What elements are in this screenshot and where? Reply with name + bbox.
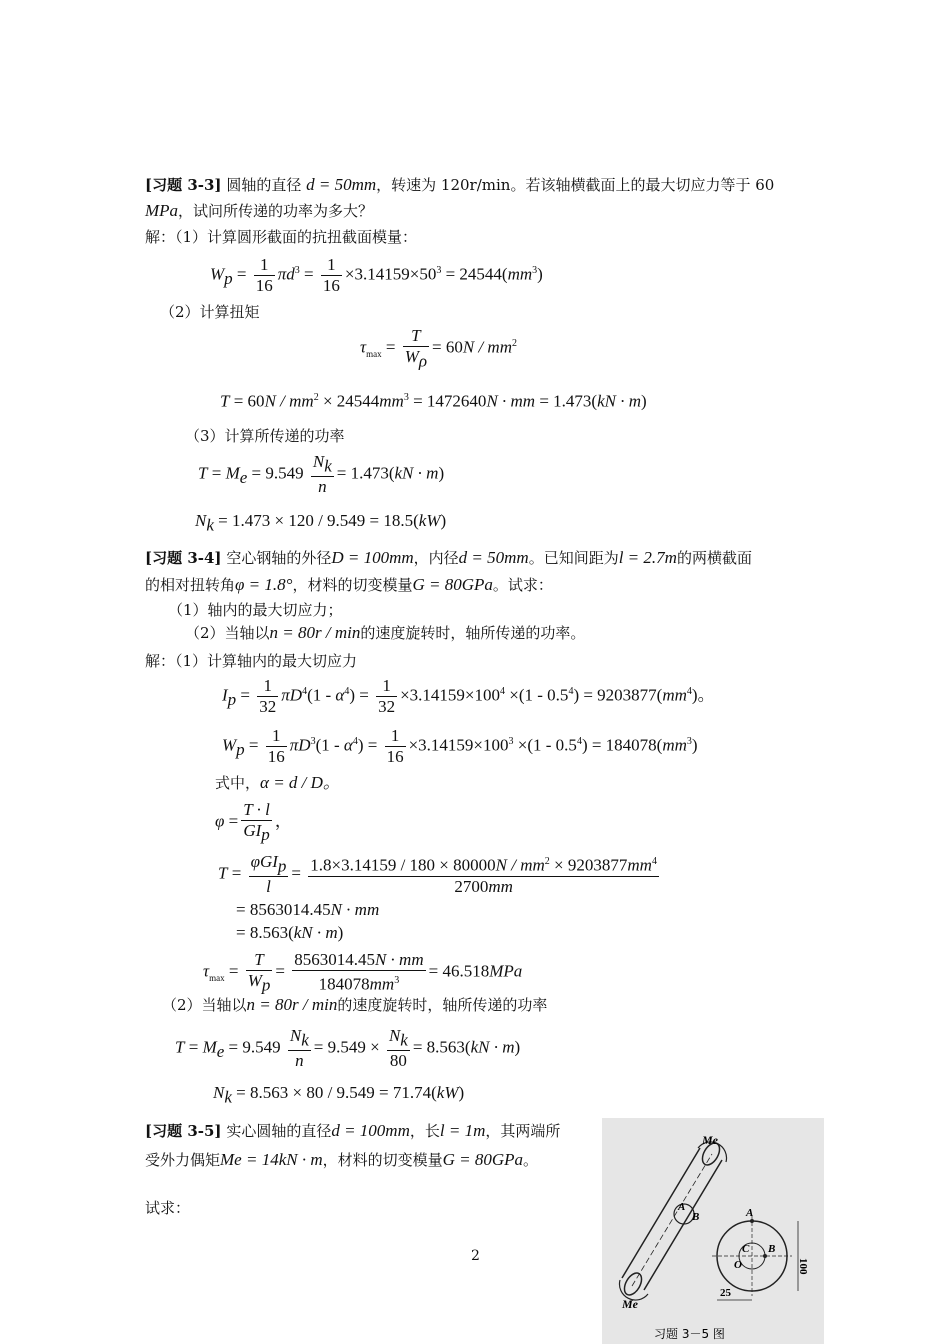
problem-3-4-line2: 的相对扭转角φ = 1.8°，材料的切变模量G = 80GPa。试求： <box>145 575 553 594</box>
equation-power-result: $N_k = 8.563 \times 80 / 9.549 = 71.74(kW)$ <box>213 1083 465 1107</box>
problem-3-5-line3: 试求： <box>145 1199 191 1217</box>
math: d = 50mm <box>306 175 377 194</box>
step-2-heading: （2）计算扭矩 <box>160 303 260 321</box>
step-2-heading: （2）当轴以n = 80r / min的速度旋转时，轴所传递的功率 <box>162 995 548 1014</box>
label-o: O <box>734 1259 742 1271</box>
text: ，试问所传递的功率为多大？ <box>178 202 374 220</box>
question-1: （1）轴内的最大切应力； <box>168 601 343 619</box>
problem-3-5-line2: 受外力偶矩Me = 14kN · m，材料的切变模量G = 80GPa。 <box>145 1150 539 1169</box>
label-me-bottom: Me <box>622 1297 638 1311</box>
label-b-section: B <box>768 1243 776 1255</box>
equation-power-torque: $T = M_e = 9.549$ $\frac{N_k}{n}$ = 9.549 × $\frac{N_k}{80}$ = 8.563(kN · m) <box>175 1026 521 1071</box>
problem-tag: [习题 3-3] <box>145 176 222 194</box>
equation-torque-result-1: = 8563014.45N · mm <box>236 900 380 919</box>
equation-wp: $W_p$ = $\frac{1}{16}$ $\pi D^3(1 - \alpha^4)$ = $\frac{1}{16}$ $\times 3.14159\times 100^3 \times(1 - 0.5^4) = 184078(mm^3)$ <box>222 726 698 766</box>
label-b-shaft: B <box>692 1211 700 1223</box>
equation-torque-result-2: = 8.563(kN · m) <box>236 923 344 942</box>
problem-3-3-line2 <box>145 201 373 221</box>
math: MPa <box>145 201 179 220</box>
label-me-top: Me <box>702 1133 718 1147</box>
problem-tag: [习题 3-4] <box>145 549 222 567</box>
shaft-diagram <box>602 1118 824 1344</box>
solution-heading: 解：（1）计算轴内的最大切应力 <box>145 652 358 670</box>
problem-3-5-line1: [习题 3-5] 实心圆轴的直径d = 100mm，长l = 1m，其两端所 <box>145 1121 561 1140</box>
equation-power-result: $N_k = 1.473 \times 120 / 9.549 = 18.5(kW)$ <box>195 511 447 535</box>
figure-3-5 <box>602 1118 824 1344</box>
equation-wp: $W_p$ = $\frac{1}{16}$ $\pi d^3$ = $\frac{1}{16}$ $\times 3.14159\times 50^3 = 24544(mm^3)$ <box>210 255 543 295</box>
equation-phi: φ = $\frac{T \cdot l}{GI_p}$ ， <box>215 800 292 844</box>
step-3-heading: （3）计算所传递的功率 <box>185 427 345 445</box>
equation-ip: $I_p$ = $\frac{1}{32}$ $\pi D^4(1 - \alpha^4)$ = $\frac{1}{32}$ $\times 3.14159\times 100^4 \times(1 - 0.5^4) = 9203877(mm^4)$。 <box>222 676 715 716</box>
where-line: 式中，α = d / D。 <box>215 773 340 792</box>
equation-torque: T = $\frac{\varphi GI_p}{l}$ = $\frac{1.8\times 3.14159 / 180 \times 80000N / mm^2 \times 9203877mm^4}{2700mm}$ <box>218 852 657 897</box>
solution-heading: 解：（1）计算圆形截面的抗扭截面模量： <box>145 228 418 246</box>
page-number: 2 <box>471 1248 480 1264</box>
text: ，转速为 120r/min。若该轴横截面上的最大切应力等于 60 <box>376 176 775 194</box>
text: 圆轴的直径 <box>226 176 302 194</box>
equation-tau-max: $\tau_{max}$ = $\frac{T}{W_\rho}$ = $60N / mm^2$ <box>360 326 517 371</box>
figure-caption: 习题 3－5 图 <box>654 1327 725 1341</box>
label-a-shaft: A <box>678 1201 686 1213</box>
equation-torque: $T = 60N / mm^2 \times 24544mm^3 = 1472640N$ · mm = 1.473(kN · m) <box>220 391 647 411</box>
label-25: 25 <box>720 1287 731 1299</box>
equation-power-torque: $T = M_e = 9.549$ $\frac{N_k}{n}$ = 1.473(kN · m) <box>198 452 445 497</box>
label-c: C <box>742 1243 750 1255</box>
equation-tau-max: $\tau_{max}$ = $\frac{T}{W_p}$ = $\frac{8563014.45N \cdot mm}{184078mm^3}$ = 46.518MPa <box>203 950 523 995</box>
problem-tag: [习题 3-5] <box>145 1122 222 1140</box>
problem-3-4-line1: [习题 3-4] 空心钢轴的外径D = 100mm，内径d = 50mm。已知间距为l = 2.7m的两横截面 <box>145 548 752 567</box>
problem-3-3-line1 <box>145 175 774 195</box>
label-a-section: A <box>746 1207 754 1219</box>
label-100: 100 <box>797 1258 809 1275</box>
question-2: （2）当轴以n = 80r / min的速度旋转时，轴所传递的功率。 <box>185 623 586 642</box>
